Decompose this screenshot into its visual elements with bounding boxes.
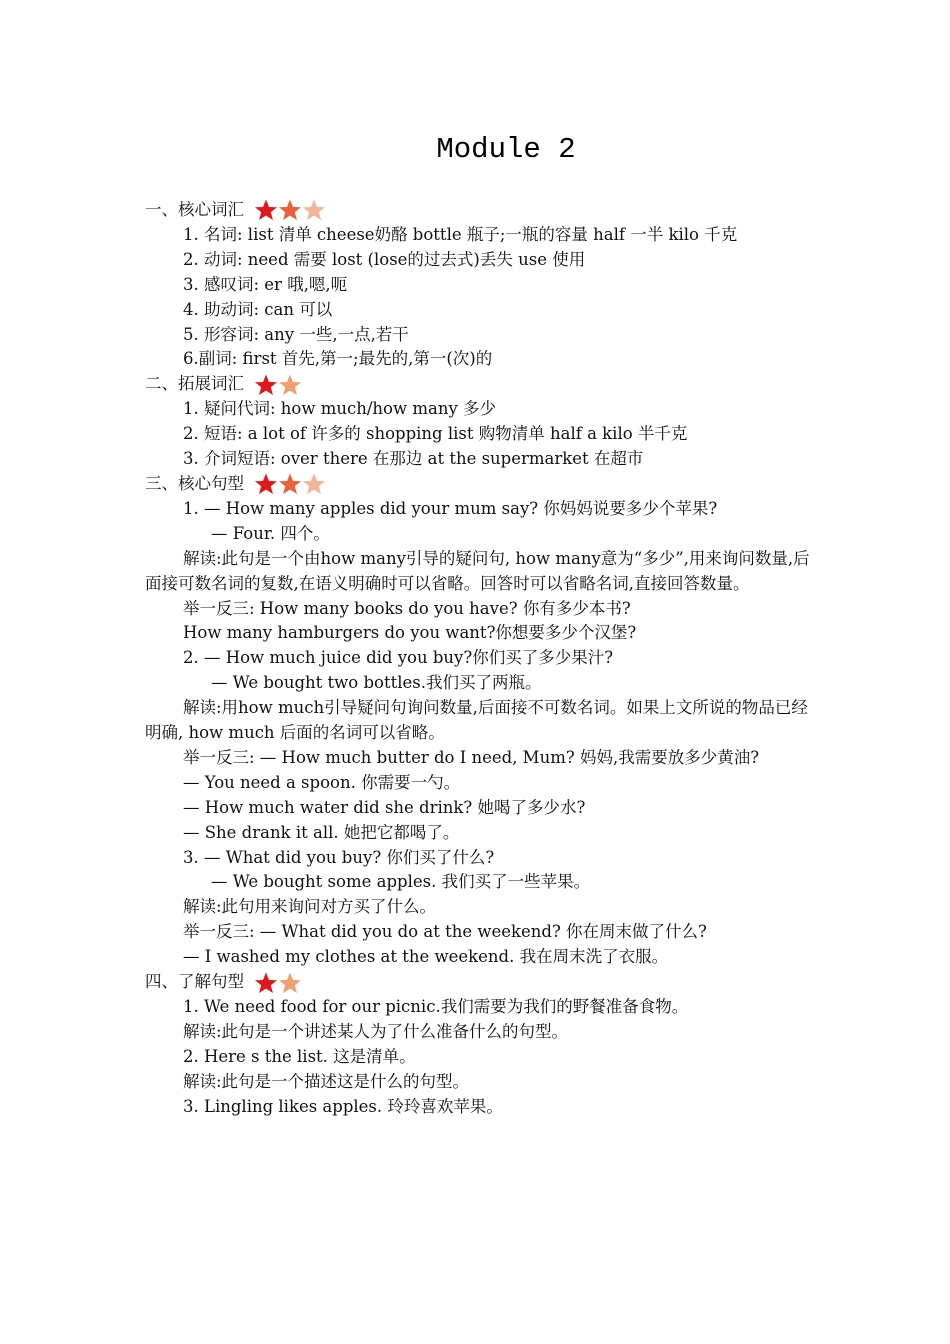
document-body [145, 198, 810, 1120]
sentence-1-explanation: 解读:此句是一个由how many引导的疑问句, how many意为“多少”,用来询问数量,后面接可数名词的复数,在语义明确时可以省略。回答时可以省略名词,直接回答数量。 [145, 548, 810, 593]
sentence-3-question: 3. — What did you buy? 你们买了什么? [183, 847, 495, 867]
sentence-2-explanation: 解读:用how much引导疑问句询问数量,后面接不可数名词。如果上文所说的物品已经明确, how much 后面的名词可以省略。 [145, 698, 808, 743]
rating-stars [254, 198, 326, 222]
sentence-3-example-2: — I washed my clothes at the weekend. 我在周末洗了衣服。 [183, 947, 669, 967]
rating-stars [254, 472, 326, 496]
sentence-2-example-line [145, 746, 810, 771]
section-heading-extended-vocabulary [145, 372, 810, 397]
sentence-2-example-1: 举一反三: — How much butter do I need, Mum? 妈妈,我需要放多少黄油? [183, 747, 760, 767]
section-heading-understand-sentences [145, 970, 810, 995]
ext-phrases-line [145, 422, 810, 447]
rating-stars [254, 971, 302, 995]
page-title: Module 2 [436, 133, 576, 166]
sentence-2-example-4: — She drank it all. 她把它都喝了。 [183, 822, 460, 842]
star-full-icon [254, 971, 278, 995]
sentence-2-answer: — We bought two bottles.我们买了两瓶。 [211, 673, 542, 693]
vocab-verbs: 2. 动词: need 需要 lost (lose的过去式)丢失 use 使用 [183, 249, 586, 269]
sentence-2-example-3: — How much water did she drink? 她喝了多少水? [183, 797, 586, 817]
understand-2-explanation: 解读:此句是一个描述这是什么的句型。 [183, 1071, 470, 1091]
ext-phrases: 2. 短语: a lot of 许多的 shopping list 购物清单 half a kilo 半千克 [183, 424, 688, 444]
star-full-icon [254, 472, 278, 496]
ext-interrogatives: 1. 疑问代词: how much/how many 多少 [183, 399, 497, 419]
vocab-adjectives: 5. 形容词: any 一些,一点,若干 [183, 324, 409, 344]
sentence-3-example-1: 举一反三: — What did you do at the weekend? 你在周末做了什么? [183, 922, 707, 942]
section-heading-text: 四、了解句型 [145, 972, 244, 992]
star-full-icon [254, 198, 278, 222]
understand-3: 3. Lingling likes apples. 玲玲喜欢苹果。 [183, 1096, 503, 1116]
understand-1-explanation: 解读:此句是一个讲述某人为了什么准备什么的句型。 [183, 1021, 569, 1041]
sentence-2-explanation-line [145, 696, 810, 746]
star-full-icon [254, 373, 278, 397]
understand-1: 1. We need food for our picnic.我们需要为我们的野餐准备食物。 [183, 997, 689, 1016]
vocab-line [145, 223, 810, 248]
vocab-interjections: 3. 感叹词: er 哦,嗯,呃 [183, 274, 348, 294]
star-half-icon [278, 971, 302, 995]
understand-2: 2. Here s the list. 这是清单。 [183, 1046, 416, 1066]
star-half-icon [302, 198, 326, 222]
ext-prepositional: 3. 介词短语: over there 在那边 at the supermarket 在超市 [183, 449, 644, 469]
star-half-icon [278, 373, 302, 397]
sentence-3-answer: — We bought some apples. 我们买了一些苹果。 [211, 872, 591, 892]
sentence-2-question: 2. — How much juice did you buy?你们买了多少果汁? [183, 648, 614, 668]
section-heading-core-vocabulary [145, 198, 810, 223]
section-heading-text: 一、核心词汇 [145, 200, 244, 219]
sentence-1-example-2: How many hamburgers do you want?你想要多少个汉堡? [183, 623, 637, 643]
sentence-3-explanation: 解读:此句用来询问对方买了什么。 [183, 897, 437, 917]
sentence-1-answer: — Four. 四个。 [211, 523, 330, 543]
section-heading-text: 二、拓展词汇 [145, 374, 244, 394]
section-heading-core-sentences [145, 472, 810, 497]
star-full-icon [278, 198, 302, 222]
vocab-adverbs: 6.副词: first 首先,第一;最先的,第一(次)的 [183, 349, 493, 369]
star-full-icon [278, 472, 302, 496]
star-half-icon [302, 472, 326, 496]
sentence-1-example-1: 举一反三: How many books do you have? 你有多少本书? [183, 598, 631, 618]
vocab-nouns: 1. 名词: list 清单 cheese奶酪 bottle 瓶子;一瓶的容量 half 一半 kilo 千克 [183, 224, 738, 244]
section-heading-text: 三、核心句型 [145, 473, 244, 493]
sentence-1-explanation-line [145, 547, 810, 597]
rating-stars [254, 373, 302, 397]
vocab-auxiliary: 4. 助动词: can 可以 [183, 299, 333, 319]
sentence-1-question: 1. — How many apples did your mum say? 你妈妈说要多少个苹果? [183, 498, 718, 518]
sentence-2-example-2: — You need a spoon. 你需要一勺。 [183, 772, 461, 792]
